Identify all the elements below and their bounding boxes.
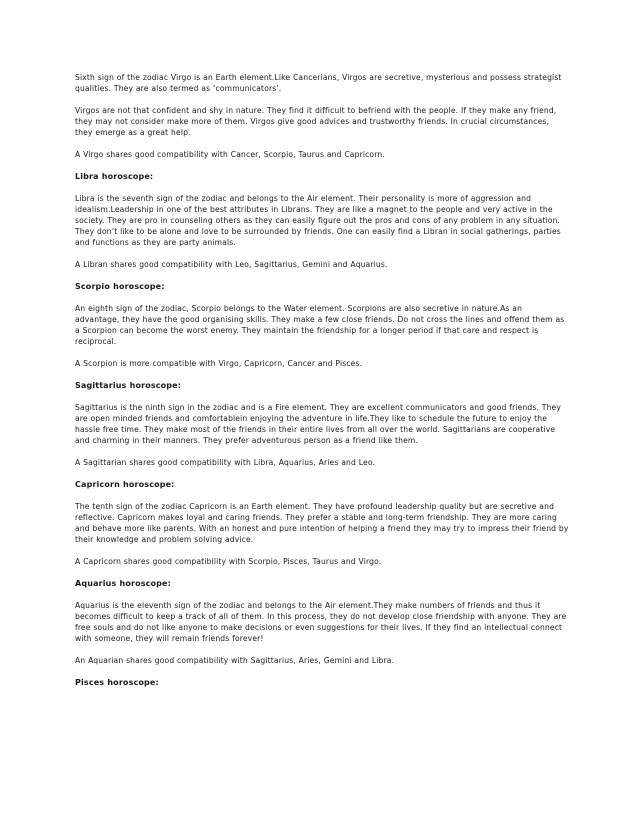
scorpio-heading: Scorpio horoscope: bbox=[75, 282, 165, 291]
virgo-paragraph-2: Virgos are not that confident and shy in nature. They find it difficult to befriend with the people. If they make any friend, they may not consider make more of them. Virgos give good advices and trustworthy friends. In crucial circumstances, they emerge as a great help. bbox=[75, 106, 557, 137]
aquarius-heading: Aquarius horoscope: bbox=[75, 579, 171, 588]
scorpio-compatibility: A Scorpion is more compatible with Virgo, Capricorn, Cancer and Pisces. bbox=[75, 359, 363, 368]
sagittarius-heading: Sagittarius horoscope: bbox=[75, 381, 182, 390]
virgo-compatibility: A Virgo shares good compatibility with Cancer, Scorpio, Taurus and Capricorn. bbox=[75, 150, 385, 159]
aquarius-compatibility: An Aquarian shares good compatibility with Sagittarius, Aries, Gemini and Libra. bbox=[75, 656, 395, 665]
document-page bbox=[75, 72, 569, 699]
scorpio-paragraph-1: An eighth sign of the zodiac, Scorpio belongs to the Water element. Scorpions are also secretive in nature.As an advantage, they have the good organising skills. They make a few close friends. Do not cross the lines and offend them as a Scorpion can become the worst enemy. They maintain the friendship for a longer period if that care and respect is reciprocal. bbox=[75, 304, 565, 346]
sagittarius-compatibility: A Sagittarian shares good compatibility with Libra, Aquarius, Aries and Leo. bbox=[75, 458, 376, 467]
capricorn-heading: Capricorn horoscope: bbox=[75, 480, 175, 489]
aquarius-paragraph-1: Aquarius is the eleventh sign of the zodiac and belongs to the Air element.They make numbers of friends and thus it becomes difficult to keep a track of all of them. In this process, they do not develop close friendship with anyone. They are free souls and do not like anyone to make decisions or even suggestions for their lives. If they find an intellectual connect with someone, they will remain friends forever! bbox=[75, 601, 567, 643]
sagittarius-paragraph-1: Sagittarius is the ninth sign in the zodiac and is a Fire element. They are excellent communicators and good friends. They are open minded friends and comfortablein enjoying the adventure in life.They like to schedule the future to enjoy the hassle free time. They make most of the friends in their entire lives from all over the world. Sagittarians are cooperative and charming in their manners. They prefer adventurous person as a friend like them. bbox=[75, 403, 562, 445]
libra-compatibility: A Libran shares good compatibility with Leo, Sagittarius, Gemini and Aquarius. bbox=[75, 260, 388, 269]
virgo-paragraph-1: Sixth sign of the zodiac Virgo is an Earth element.Like Cancerians, Virgos are secretive, mysterious and possess strategist qualities. They are also termed as ‘communicators’. bbox=[75, 73, 562, 93]
libra-paragraph-1: Libra is the seventh sign of the zodiac and belongs to the Air element. Their personality is more of aggression and idealism.Leadership in one of the best attributes in Librans. They are like a magnet to the people and very active in the society. They are pro in counseling others as they can easily figure out the pros and cons of any problem in any situation. They don’t like to be alone and love to be surrounded by friends. One can easily find a Libran in social gatherings, parties and functions as they are party animals. bbox=[75, 194, 561, 247]
capricorn-compatibility: A Capricorn shares good compatibility with Scorpio, Pisces, Taurus and Virgo. bbox=[75, 557, 382, 566]
capricorn-paragraph-1: The tenth sign of the zodiac Capricorn is an Earth element. They have profound leadership quality but are secretive and reflective. Capricorn makes loyal and caring friends. They prefer a stable and long-term friendship. They are more caring and behave more like parents. With an honest and pure intention of helping a friend they may try to impress their friend by their knowledge and problem solving advice. bbox=[75, 502, 569, 544]
libra-heading: Libra horoscope: bbox=[75, 172, 154, 181]
pisces-heading: Pisces horoscope: bbox=[75, 678, 159, 687]
